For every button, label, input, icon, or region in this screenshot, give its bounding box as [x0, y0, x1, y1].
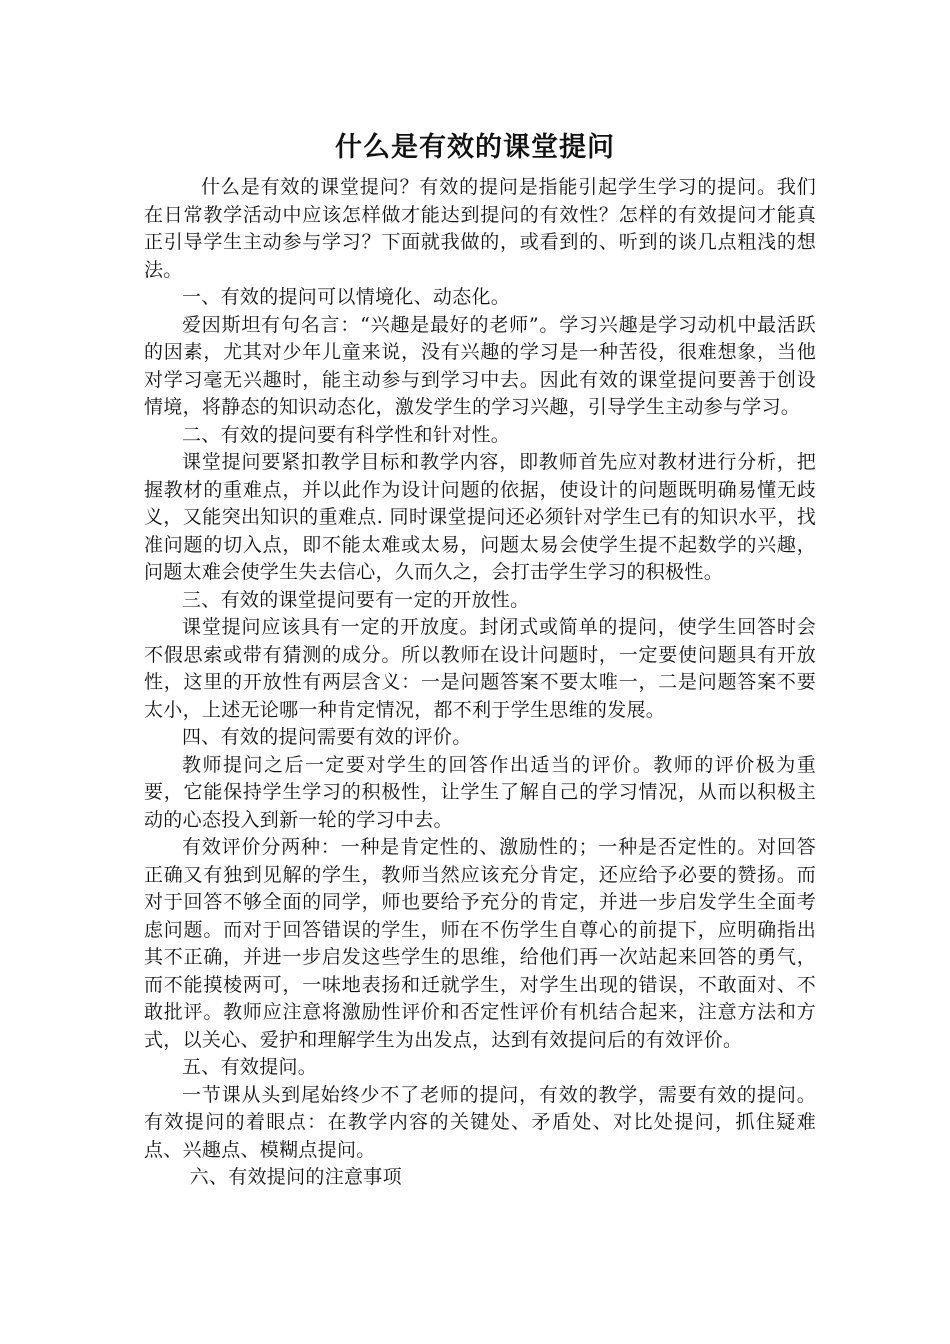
paragraph-section-5: 一节课从头到尾始终少不了老师的提问，有效的教学，需要有效的提问。有效提问的着眼点：在教学内容的关键处、矛盾处、对比处提问，抓住疑难点、兴趣点、模糊点提问。 — [144, 1083, 816, 1161]
paragraph-section-3: 课堂提问应该具有一定的开放度。封闭式或简单的提问，使学生回答时会不假思索或带有猜测的成分。所以教师在设计问题时，一定要使问题具有开放性，这里的开放性有两层含义：一是问题答案不要太唯一，二是问题答案不要太小，上述无论哪一种肯定情况，都不利于学生思维的发展。 — [144, 616, 816, 721]
section-heading-3: 三、有效的课堂提问要有一定的开放性。 — [182, 588, 530, 611]
section-heading-4: 四、有效的提问需要有效的评价。 — [182, 726, 472, 748]
section-heading-5: 五、有效提问。 — [182, 1056, 318, 1078]
section-heading-6: 六、有效提问的注意事项 — [189, 1166, 402, 1188]
paragraph-section-1: 爱因斯坦有句名言：“兴趣是最好的老师”。学习兴趣是学习动机中最活跃的因素，尤其对少年儿童来说，没有兴趣的学习是一种苦役，很难想象，当他对学习毫无兴趣时，能主动参与到学习中去。因此有效的课堂提问要善于创设情境，将静态的知识动态化，激发学生的学习兴趣，引导学生主动参与学习。 — [144, 313, 816, 418]
document-title: 什么是有效的课堂提问 — [335, 132, 615, 163]
paragraph-intro: 什么是有效的课堂提问？有效的提问是指能引起学生学习的提问。我们在日常教学活动中应该怎样做才能达到提问的有效性？怎样的有效提问才能真正引导学生主动参与学习？下面就我做的，或看到的、听到的谈几点粗浅的想法。 — [144, 176, 816, 281]
section-heading-2: 二、有效的提问要有科学性和针对性。 — [182, 423, 511, 446]
paragraph-section-4a: 教师提问之后一定要对学生的回答作出适当的评价。教师的评价极为重要，它能保持学生学习的积极性，让学生了解自己的学习情况，从而以积极主动的心态投入到新一轮的学习中去。 — [144, 753, 816, 831]
section-heading-1: 一、有效的提问可以情境化、动态化。 — [182, 286, 511, 308]
paragraph-section-4b: 有效评价分两种：一种是肯定性的、激励性的；一种是否定性的。对回答正确又有独到见解的学生，教师当然应该充分肯定，还应给予必要的赞扬。而对于回答不够全面的同学，师也要给予充分的肯定，并进一步启发学生全面考虑问题。而对于回答错误的学生，师在不伤学生自尊心的前提下，应明确指出其不正确，并进一步启发这些学生的思维，给他们再一次站起来回答的勇气，而不能摸棱两可，一味地表扬和迁就学生，对学生出现的错误，不敢面对、不敢批评。教师应注意将激励性评价和否定性评价有机结合起来，注意方法和方式，以关心、爱护和理解学生为出发点，达到有效提问后的有效评价。 — [144, 836, 816, 1051]
document-body — [144, 174, 816, 1192]
paragraph-section-2: 课堂提问要紧扣教学目标和教学内容，即教师首先应对教材进行分析，把握教材的重难点，并以此作为设计问题的依据，使设计的问题既明确易懂无歧义，又能突出知识的重难点. 同时课堂提问还必须针对学生已有的知识水平，找准问题的切入点，即不能太难或太易，问题太易会使学生提不起数学的兴趣，问题太难会使学生失去信心，久而久之，会打击学生学习的积极性。 — [144, 451, 816, 583]
